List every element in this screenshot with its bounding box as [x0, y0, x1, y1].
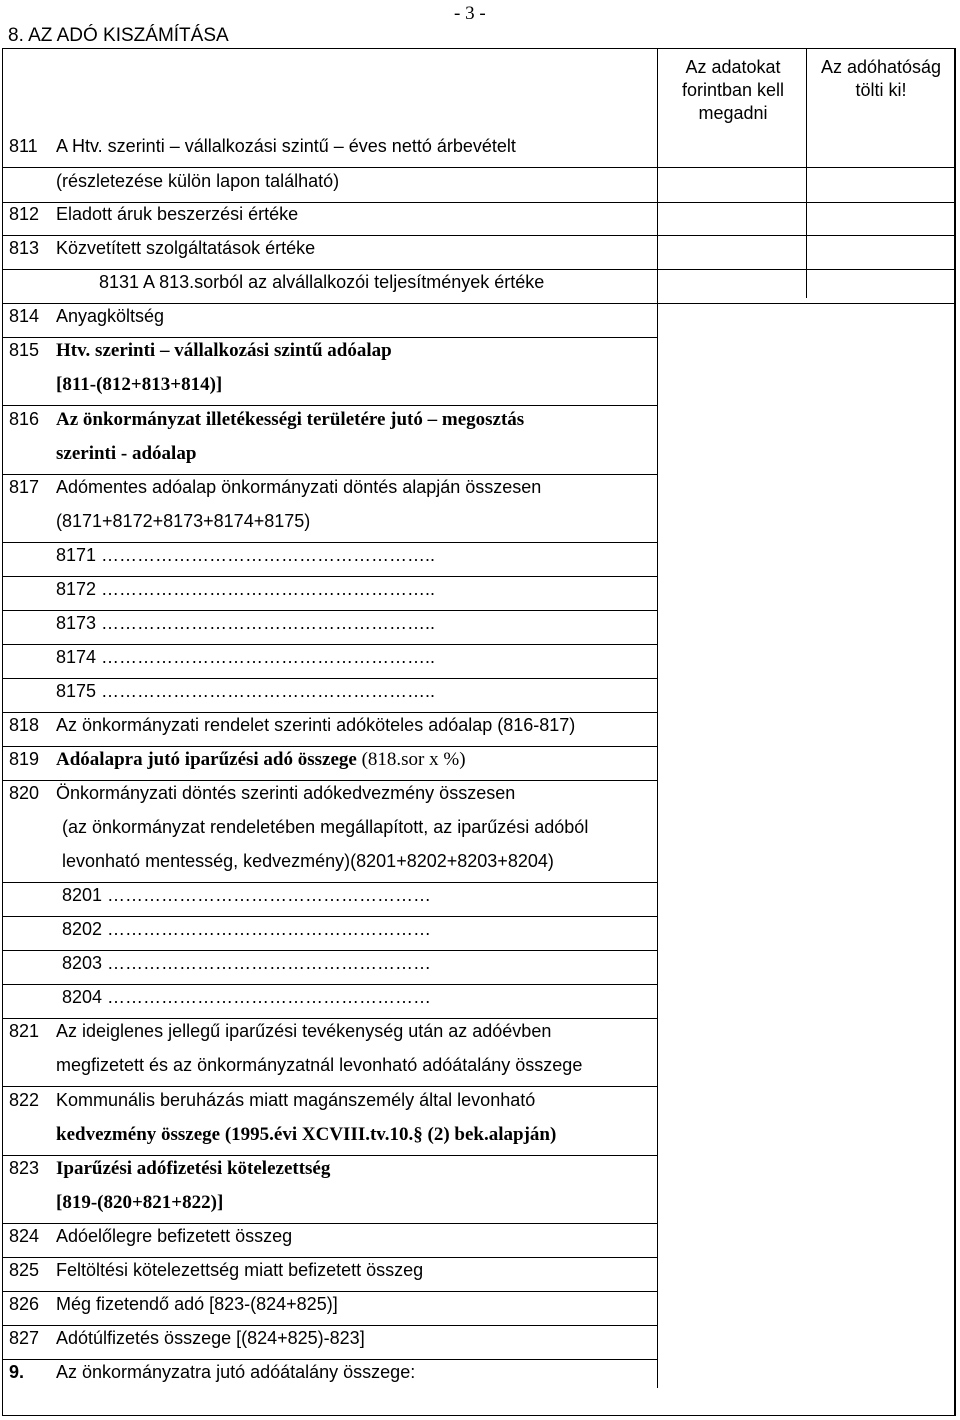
row-separator: [2, 1359, 657, 1360]
row-label: [56, 1362, 415, 1383]
amount-column-header: [660, 56, 806, 125]
row-label-text: Iparűzési adófizetési kötelezettség: [56, 1158, 331, 1179]
row-label: [56, 306, 164, 327]
row-label-text: (8171+8172+8173+8174+8175): [56, 511, 311, 531]
row-separator: [2, 1086, 657, 1087]
row-label: [62, 919, 431, 940]
row-label-text: Közvetített szolgáltatások értéke: [56, 238, 316, 258]
row-separator: [2, 269, 956, 270]
amount-column-divider: [657, 48, 658, 1388]
row-separator: [2, 542, 657, 543]
row-separator: [2, 474, 657, 475]
row-label-text: 8202 ………………………………………………: [62, 919, 432, 939]
row-label-text: szerinti - adóalap: [56, 443, 197, 464]
row-label-text: (részletezése külön lapon található): [56, 171, 340, 191]
row-label: [56, 647, 435, 668]
row-label-text: Önkormányzati döntés szerinti adókedvezmény összesen: [56, 783, 516, 803]
row-label-text: 8175 ………………………………………………..: [56, 681, 436, 701]
row-label-text: (az önkormányzat rendeletében megállapított, az iparűzési adóból: [62, 817, 589, 837]
row-label-text: Még fizetendő adó [823-(824+825)]: [56, 1294, 338, 1314]
row-label: [56, 1158, 330, 1180]
row-label-text: Adómentes adóalap önkormányzati döntés alapján összesen: [56, 477, 542, 497]
row-label-text: Adóelőlegre befizetett összeg: [56, 1226, 293, 1246]
row-label-text: 8204 ………………………………………………: [62, 987, 432, 1007]
row-number: 817: [9, 477, 40, 497]
row-label-text: Anyagköltség: [56, 306, 165, 326]
amount-header-line: forintban kell: [681, 80, 785, 100]
row-label: [56, 579, 435, 600]
row-label: [62, 953, 431, 974]
row-label: [56, 136, 516, 157]
row-number: 818: [9, 715, 40, 735]
row-number: 825: [9, 1260, 40, 1280]
row-separator: [2, 916, 657, 917]
row-label: [62, 851, 554, 872]
row-label-text: [811-(812+813+814)]: [56, 374, 223, 395]
amount-header-line: Az adatokat: [685, 57, 781, 77]
row-number: 815: [9, 340, 40, 360]
authority-header-line: tölti ki!: [855, 80, 907, 100]
row-number: 822: [9, 1090, 40, 1110]
row-separator: [2, 1291, 657, 1292]
row-label-text: 8203 ………………………………………………: [62, 953, 432, 973]
page-number: - 3 -: [454, 3, 486, 24]
row-label-text: Kommunális beruházás miatt magánszemély által levonható: [56, 1090, 536, 1110]
row-separator: [2, 167, 956, 168]
row-label-suffix: (818.sor x %): [356, 749, 466, 770]
row-label: [56, 409, 524, 431]
row-separator: [2, 644, 657, 645]
row-separator: [2, 712, 657, 713]
row-label-text: 8131 A 813.sorból az alvállalkozói teljesítmények értéke: [99, 272, 545, 292]
row-number: 813: [9, 238, 40, 258]
row-label-text: levonható mentesség, kedvezmény)(8201+8202+8203+8204): [62, 851, 554, 871]
row-label: [56, 511, 310, 532]
row-label: [56, 681, 435, 702]
row-separator: [2, 1257, 657, 1258]
row-label: [99, 272, 544, 293]
row-number: 812: [9, 204, 40, 224]
row-label: [56, 613, 435, 634]
row-label-text: 8171 ………………………………………………..: [56, 545, 436, 565]
row-label-text: Adótúlfizetés összege [(824+825)-823]: [56, 1328, 365, 1348]
row-separator: [2, 405, 657, 406]
row-label-text: Feltöltési kötelezettség miatt befizetett összeg: [56, 1260, 424, 1280]
row-number: 826: [9, 1294, 40, 1314]
row-label: [56, 171, 339, 192]
row-separator: [2, 337, 657, 338]
row-label-text: Htv. szerinti – vállalkozási szintű adóalap: [56, 340, 392, 361]
row-label: [56, 1124, 556, 1146]
row-label-text: [819-(820+821+822)]: [56, 1192, 224, 1213]
row-label-text: Az ideiglenes jellegű iparűzési tevékenység után az adóévben: [56, 1021, 552, 1041]
row-separator: [2, 1325, 657, 1326]
authority-column-header: [808, 56, 954, 102]
row-label-text: 8172 ………………………………………………..: [56, 579, 436, 599]
row-label-text: megfizetett és az önkormányzatnál levonható adóátalány összege: [56, 1055, 583, 1075]
row-separator: [2, 780, 657, 781]
row-separator: [2, 1223, 657, 1224]
row-separator: [2, 1018, 657, 1019]
row-label: [56, 783, 515, 804]
authority-header-line: Az adóhatóság: [820, 57, 942, 77]
row-separator: [2, 950, 657, 951]
row-label-text: Az önkormányzati rendelet szerinti adóköteles adóalap (816-817): [56, 715, 576, 735]
row-separator: [2, 746, 657, 747]
row-label: [56, 1090, 535, 1111]
row-label-text: A Htv. szerinti – vállalkozási szintű – éves nettó árbevételt: [56, 136, 516, 156]
row-number: 814: [9, 306, 40, 326]
row-label: [56, 545, 435, 566]
row-number: 819: [9, 749, 40, 769]
row-number: 9.: [9, 1362, 25, 1382]
row-label: [56, 749, 466, 771]
row-separator: [2, 678, 657, 679]
row-label: [62, 987, 431, 1008]
amount-header-line: megadni: [698, 103, 768, 123]
row-label: [56, 1192, 223, 1214]
row-label: [56, 238, 315, 259]
row-label-text: Adóalapra jutó iparűzési adó összege: [56, 749, 357, 770]
row-label: [56, 715, 575, 736]
row-label: [56, 477, 541, 498]
row-label-text: Eladott áruk beszerzési értéke: [56, 204, 299, 224]
row-label: [56, 340, 392, 362]
row-separator: [2, 984, 657, 985]
row-number: 816: [9, 409, 40, 429]
row-number: 827: [9, 1328, 40, 1348]
section-title: 8. AZ ADÓ KISZÁMÍTÁSA: [8, 25, 229, 46]
row-separator: [2, 576, 657, 577]
row-label: [56, 1226, 292, 1247]
row-label: [56, 1328, 365, 1349]
row-label: [56, 374, 222, 396]
row-label-text: Az önkormányzat illetékességi területére jutó – megosztás: [56, 409, 525, 430]
row-label: [56, 443, 196, 465]
row-number: 823: [9, 1158, 40, 1178]
row-label: [62, 885, 431, 906]
row-separator: [2, 1155, 657, 1156]
row-separator: [2, 202, 956, 203]
row-label: [56, 1294, 338, 1315]
row-number: 821: [9, 1021, 40, 1041]
row-separator: [2, 303, 956, 304]
authority-column-divider: [806, 48, 807, 298]
row-separator: [2, 882, 657, 883]
row-label-text: kedvezmény összege (1995.évi XCVIII.tv.10.§ (2) bek.alapján): [56, 1124, 557, 1145]
row-label: [56, 1055, 582, 1076]
row-label: [62, 817, 588, 838]
row-label-text: Az önkormányzatra jutó adóátalány összege:: [56, 1362, 416, 1382]
row-number: 820: [9, 783, 40, 803]
row-separator: [2, 610, 657, 611]
row-number: 824: [9, 1226, 40, 1246]
row-label-text: 8173 ………………………………………………..: [56, 613, 436, 633]
row-label: [56, 1260, 423, 1281]
row-label: [56, 1021, 551, 1042]
row-label-text: 8201 ………………………………………………: [62, 885, 432, 905]
row-separator: [2, 235, 956, 236]
row-label: [56, 204, 298, 225]
row-label-text: 8174 ………………………………………………..: [56, 647, 436, 667]
row-number: 811: [9, 136, 38, 156]
